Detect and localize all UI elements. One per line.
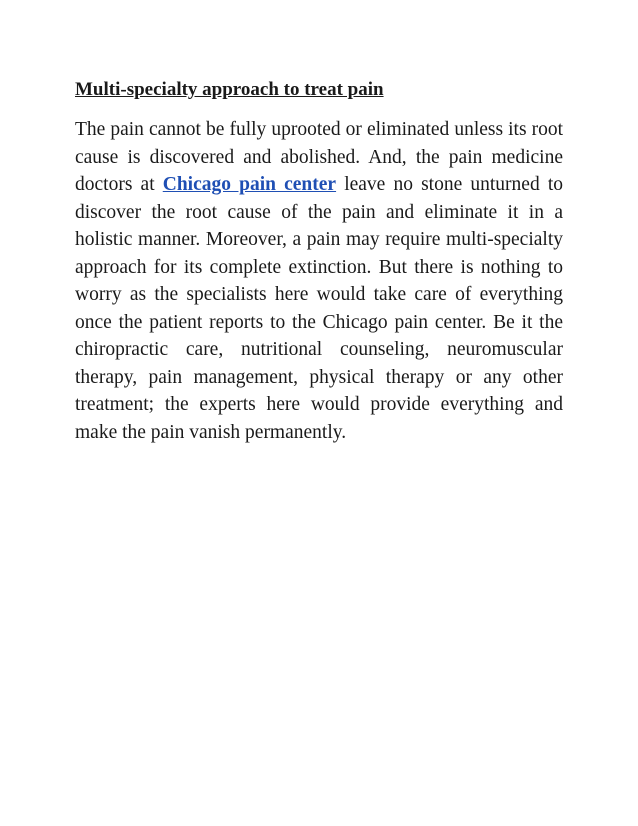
section-heading: Multi-specialty approach to treat pain <box>75 79 384 100</box>
paragraph-text-before-link: The pain cannot be fully uprooted or eliminated unless its root cause is discovered and abolished. And, the pain medicine doctors at <box>75 119 563 195</box>
document-body <box>75 79 563 446</box>
body-paragraph <box>75 116 563 446</box>
chicago-pain-center-link[interactable]: Chicago pain center <box>162 174 337 195</box>
paragraph-text-after-link: leave no stone unturned to discover the root cause of the pain and eliminate it in a holistic manner. Moreover, a pain may require multi-specialty approach for its complete extinction. But there is nothing to worry as the specialists here would take care of everything once the patient reports to the Chicago pain center. Be it the chiropractic care, nutritional counseling, neuromuscular therapy, pain management, physical therapy or any other treatment; the experts here would provide everything and make the pain vanish permanently. <box>75 174 563 443</box>
